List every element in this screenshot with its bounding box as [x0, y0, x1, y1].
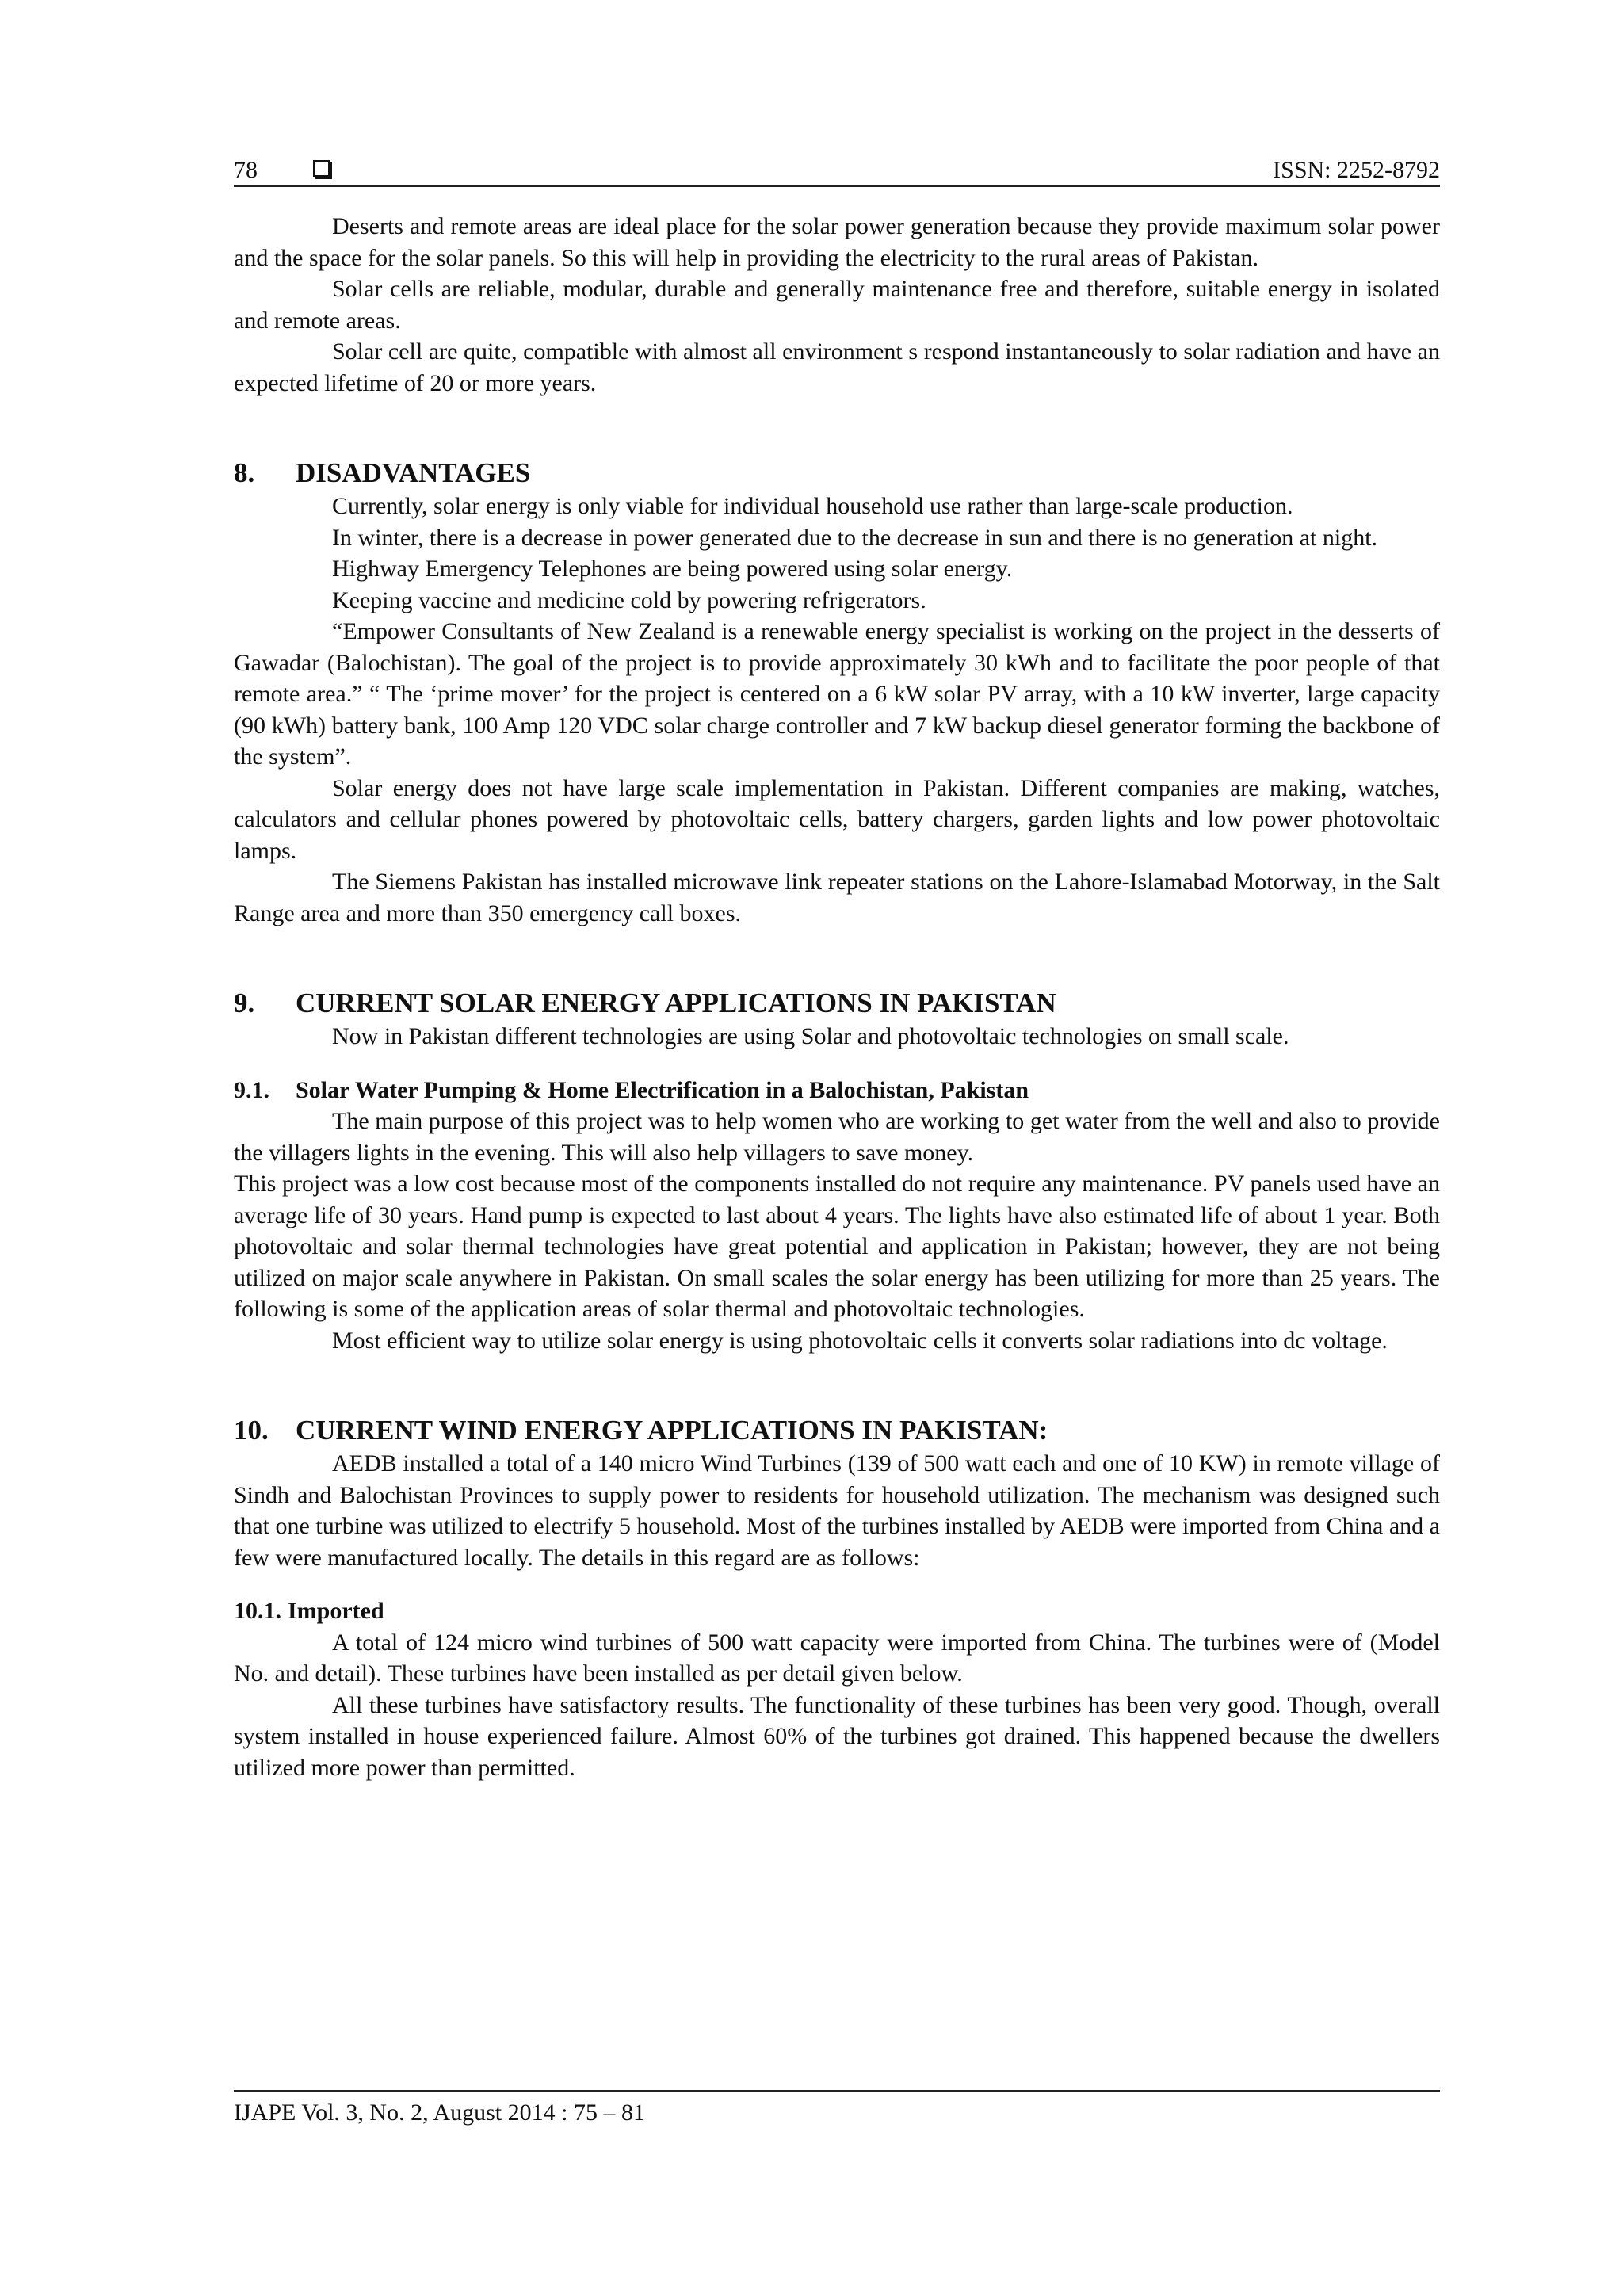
checkbox-square-icon — [313, 160, 330, 177]
section8-paragraph-7: The Siemens Pakistan has installed microwave link repeater stations on the Lahore-Islamabad Motorway, in the Salt Range area and more than 350 emergency call boxes. — [234, 869, 1440, 926]
journal-citation: IJAPE Vol. 3, No. 2, August 2014 : 75 – 81 — [234, 2099, 645, 2126]
header-left — [234, 155, 330, 186]
section8-paragraph-5: “Empower Consultants of New Zealand is a renewable energy specialist is working on the project in the desserts of Gawadar (Balochistan). The goal of the project is to provide approximately 30 kWh and to facilitate the poor people of that remote area.” “ The ‘prime mover’ for the project is centered on a 6 kW solar PV array, with a 10 kW inverter, large capacity (90 kWh) battery bank, 100 Amp 120 VDC solar charge controller and 7 kW backup diesel generator forming the backbone of the system”. — [234, 618, 1440, 770]
section-title: DISADVANTAGES — [296, 457, 531, 488]
subsection9-1-paragraph-2: This project was a low cost because most of the components installed do not require any maintenance. PV panels used have an average life of 30 years. Hand pump is expected to last about 4 years. The lights have also estimated life of about 1 year. Both photovoltaic and solar thermal technologies have great potential and application in Pakistan; however, they are not being utilized on major scale anywhere in Pakistan. On small scales the solar energy has been utilizing for more than 25 years. The following is some of the application areas of solar thermal and photovoltaic technologies. — [234, 1171, 1440, 1322]
section8-paragraph-3: Highway Emergency Telephones are being powered using solar energy. — [332, 556, 1013, 582]
subsection-heading-9-1 — [234, 1075, 1440, 1106]
section-title: CURRENT SOLAR ENERGY APPLICATIONS IN PAKISTAN — [296, 988, 1056, 1018]
section9-paragraph-1: Now in Pakistan different technologies are using Solar and photovoltaic technologies on small scale. — [332, 1023, 1289, 1049]
page-header — [234, 151, 1440, 187]
section8-paragraph-2: In winter, there is a decrease in power generated due to the decrease in sun and there is no generation at night. — [332, 524, 1378, 551]
subsection-title: Imported — [288, 1598, 384, 1624]
section-heading-10 — [234, 1413, 1440, 1448]
intro-paragraph-2: Solar cells are reliable, modular, durable and generally maintenance free and therefore, suitable energy in isolated and remote areas. — [234, 276, 1440, 334]
section-title: CURRENT WIND ENERGY APPLICATIONS IN PAKISTAN: — [296, 1415, 1048, 1446]
intro-paragraph-1: Deserts and remote areas are ideal place for the solar power generation because they provide maximum solar power and the space for the solar panels. So this will help in providing the electricity to the rural areas of Pakistan. — [234, 213, 1440, 271]
section-heading-9 — [234, 986, 1440, 1021]
page-footer — [234, 2090, 1440, 2126]
section-number: 10. — [234, 1415, 269, 1446]
subsection9-1-paragraph-1: The main purpose of this project was to help women who are working to get water from the well and also to provide the villagers lights in the evening. This will also help villagers to save money. — [234, 1108, 1440, 1166]
subsection10-1-paragraph-1: A total of 124 micro wind turbines of 500 watt capacity were imported from China. The turbines were of (Model No. and detail). These turbines have been installed as per detail given below. — [234, 1629, 1440, 1687]
section-heading-8 — [234, 456, 1440, 491]
subsection-number: 9.1. — [234, 1076, 269, 1103]
page-body — [234, 211, 1440, 1783]
paper-page — [234, 151, 1440, 1783]
section10-paragraph-1: AEDB installed a total of a 140 micro Wind Turbines (139 of 500 watt each and one of 10 KW) in remote village of Sindh and Balochistan Provinces to supply power to residents for household utilization. The mechanism was designed such that one turbine was utilized to electrify 5 household. Most of the turbines installed by AEDB were imported from China and a few were manufactured locally. The details in this regard are as follows: — [234, 1450, 1440, 1571]
intro-paragraph-3: Solar cell are quite, compatible with almost all environment s respond instantaneously to solar radiation and have an expected lifetime of 20 or more years. — [234, 338, 1440, 396]
subsection9-1-paragraph-3: Most efficient way to utilize solar energy is using photovoltaic cells it converts solar radiations into dc voltage. — [332, 1327, 1388, 1354]
section-number: 8. — [234, 457, 255, 488]
subsection10-1-paragraph-2: All these turbines have satisfactory results. The functionality of these turbines has been very good. Though, overall system installed in house experienced failure. Almost 60% of the turbines got drained. This happened because the dwellers utilized more power than permitted. — [234, 1691, 1440, 1781]
section8-paragraph-6: Solar energy does not have large scale implementation in Pakistan. Different companies are making, watches, calculators and cellular phones powered by photovoltaic cells, battery chargers, garden lights and low power photovoltaic lamps. — [234, 774, 1440, 864]
section-number: 9. — [234, 988, 255, 1018]
subsection-heading-10-1 — [234, 1595, 1440, 1627]
page-number: 78 — [234, 156, 258, 183]
issn-label: ISSN: 2252-8792 — [1273, 156, 1440, 183]
section8-paragraph-4: Keeping vaccine and medicine cold by powering refrigerators. — [332, 586, 926, 613]
subsection-number: 10.1. — [234, 1598, 281, 1624]
section8-paragraph-1: Currently, solar energy is only viable for individual household use rather than large-scale production. — [332, 493, 1293, 519]
subsection-title: Solar Water Pumping & Home Electrification in a Balochistan, Pakistan — [296, 1076, 1029, 1103]
